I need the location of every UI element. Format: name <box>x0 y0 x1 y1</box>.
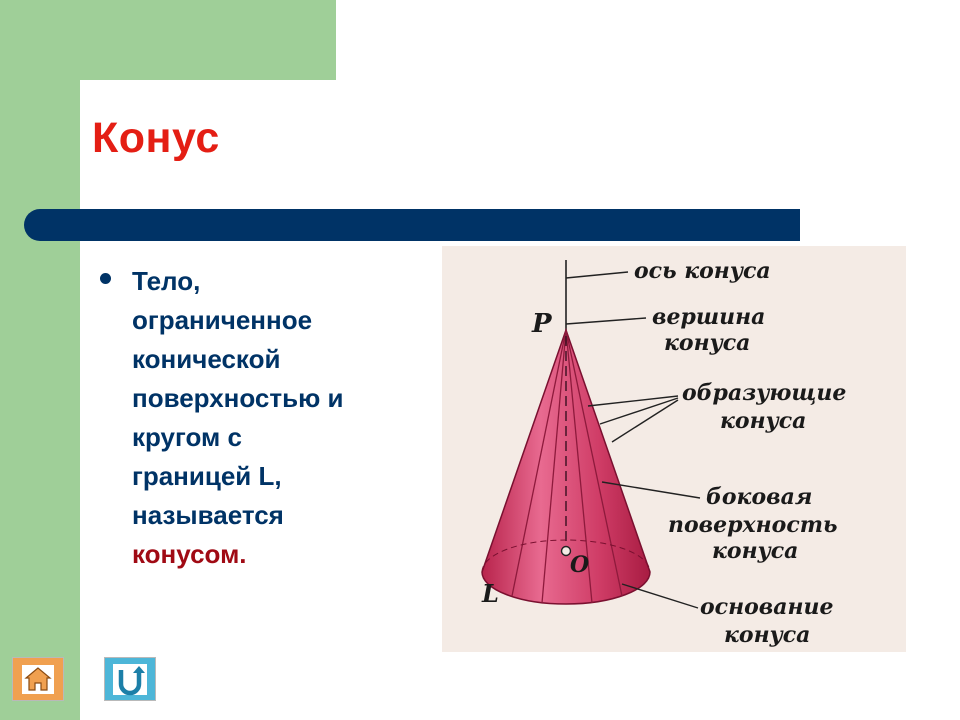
definition-term: конусом. <box>132 539 247 569</box>
definition-line: кругом с <box>132 422 242 452</box>
lateral-label-line3: конуса <box>712 538 799 564</box>
definition-line: поверхностью и <box>132 383 344 413</box>
lateral-label-line2: поверхность <box>668 512 838 538</box>
definition-line: ограниченное <box>132 305 313 335</box>
title-divider-bar <box>24 209 800 241</box>
axis-label: ось конуса <box>634 258 771 284</box>
top-background <box>0 0 336 80</box>
generators-label-line2: конуса <box>720 408 807 434</box>
home-icon <box>13 658 63 700</box>
definition-line: границей L, <box>132 461 282 491</box>
slide-title: Конус <box>92 114 220 162</box>
definition-text <box>132 262 432 574</box>
home-button[interactable] <box>12 657 64 701</box>
cone-diagram <box>442 246 906 652</box>
base-point-label: L <box>482 579 499 608</box>
apex-point-label: P <box>532 309 552 339</box>
return-icon <box>105 658 155 700</box>
apex-label-line1: вершина <box>652 304 766 330</box>
cone-figure <box>442 246 906 652</box>
definition-line: называется <box>132 500 284 530</box>
base-label-line1: основание <box>700 594 834 620</box>
base-label-line2: конуса <box>724 622 811 648</box>
definition-line: Тело, <box>132 266 201 296</box>
bullet-icon <box>100 273 111 284</box>
lateral-label-line1: боковая <box>706 484 813 510</box>
back-button[interactable] <box>104 657 156 701</box>
side-background <box>0 0 80 720</box>
apex-label-line2: конуса <box>664 330 751 356</box>
center-point-label: O <box>570 552 590 578</box>
generators-label-line1: образующие <box>682 380 847 406</box>
definition-line: конической <box>132 344 281 374</box>
